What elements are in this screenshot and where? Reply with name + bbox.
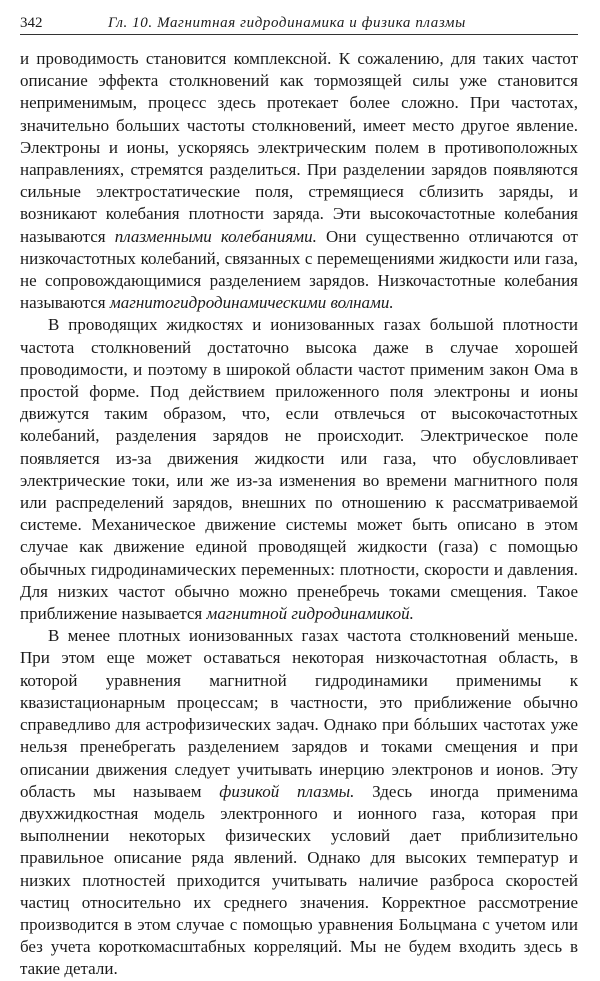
page-header <box>20 12 578 35</box>
paragraph-3-text-a: В менее плотных ионизованных газах частота столкновений меньше. При этом еще может оставаться некоторая низкочастотная область, в которой уравнения магнитной гидродинамики применимы к квазистационарным процессам; в частности, это приближение обычно справедливо для астрофизических задач. Однако при бóльших частотах уже нельзя пренебрегать разделением зарядов и токами смещения и при описании движения следует учитывать инерцию электронов и ионов. Эту область мы называем <box>20 626 578 801</box>
body-text <box>20 48 578 981</box>
running-head: Гл. 10. Магнитная гидродинамика и физика плазмы <box>108 15 466 31</box>
paragraph-3 <box>20 625 578 980</box>
paragraph-1-text-a: и проводимость становится комплексной. К сожалению, для таких частот описание эффекта столкновений как тормозящей силы уже становится неприменимым, процесс здесь протекает более сложно. При частотах, значительно больших частоты столкновений, имеет место другое явление. Электроны и ионы, ускоряясь электрическим полем в противоположных направлениях, стремятся разделиться. При разделении зарядов появляются сильные электростатические поля, стремящиеся сблизить заряды, и возникают колебания плотности заряда. Эти высокочастотные колебания называются <box>20 49 578 246</box>
paragraph-2-text-a: В проводящих жидкостях и ионизованных газах большой плотности частота столкновений достаточно высока даже в случае хорошей проводимости, и поэтому в широкой области частот применим закон Ома в простой форме. Под действием приложенного поля электроны и ионы движутся таким образом, что, если отвлечься от высокочастотных колебаний, разделения зарядов не происходит. Электрическое поле появляется из-за движения жидкости или газа, что обусловливает электрические токи, или же из-за изменения во времени магнитного поля или распределений зарядов, внешних по отношению к рассматриваемой системе. Механическое движение системы может быть описано в этом случае как движение единой проводящей жидкости (газа) с помощью обычных гидродинамических переменных: плотности, скорости и давления. Для низких частот обычно можно пренебречь токами смещения. Такое приближение называется <box>20 315 578 624</box>
paragraph-3-text-b: Здесь иногда применима двухжидкостная модель электронного и ионного газа, которая при выполнении некоторых физических условий дает приблизительно правильное описание ряда явлений. Однако для высоких температур и низких плотностей приходится учитывать наличие разброса скоростей частиц относительно их среднего значения. Корректное рассмотрение производится в этом случае с помощью уравнения Больцмана с учетом или без учета короткомасштабных корреляций. Мы не будем входить здесь в такие детали. <box>20 781 578 979</box>
term-plasma-oscillations: плазменными колебаниями. <box>114 226 317 246</box>
paragraph-1 <box>20 48 578 314</box>
term-magnetohydrodynamics: магнитной гидродинамикой. <box>206 604 414 624</box>
page-number: 342 <box>20 15 43 31</box>
term-mhd-waves: магнитогидродинамическими волнами. <box>109 293 394 313</box>
paragraph-2 <box>20 314 578 625</box>
term-plasma-physics: физикой плазмы. <box>219 781 355 801</box>
paragraph-1-text-b: Они существенно отличаются от низкочастотных колебаний, связанных с перемещениями жидкости или газа, не сопровождающимися разделением зарядов. Низкочастотные колебания называются <box>20 226 578 313</box>
